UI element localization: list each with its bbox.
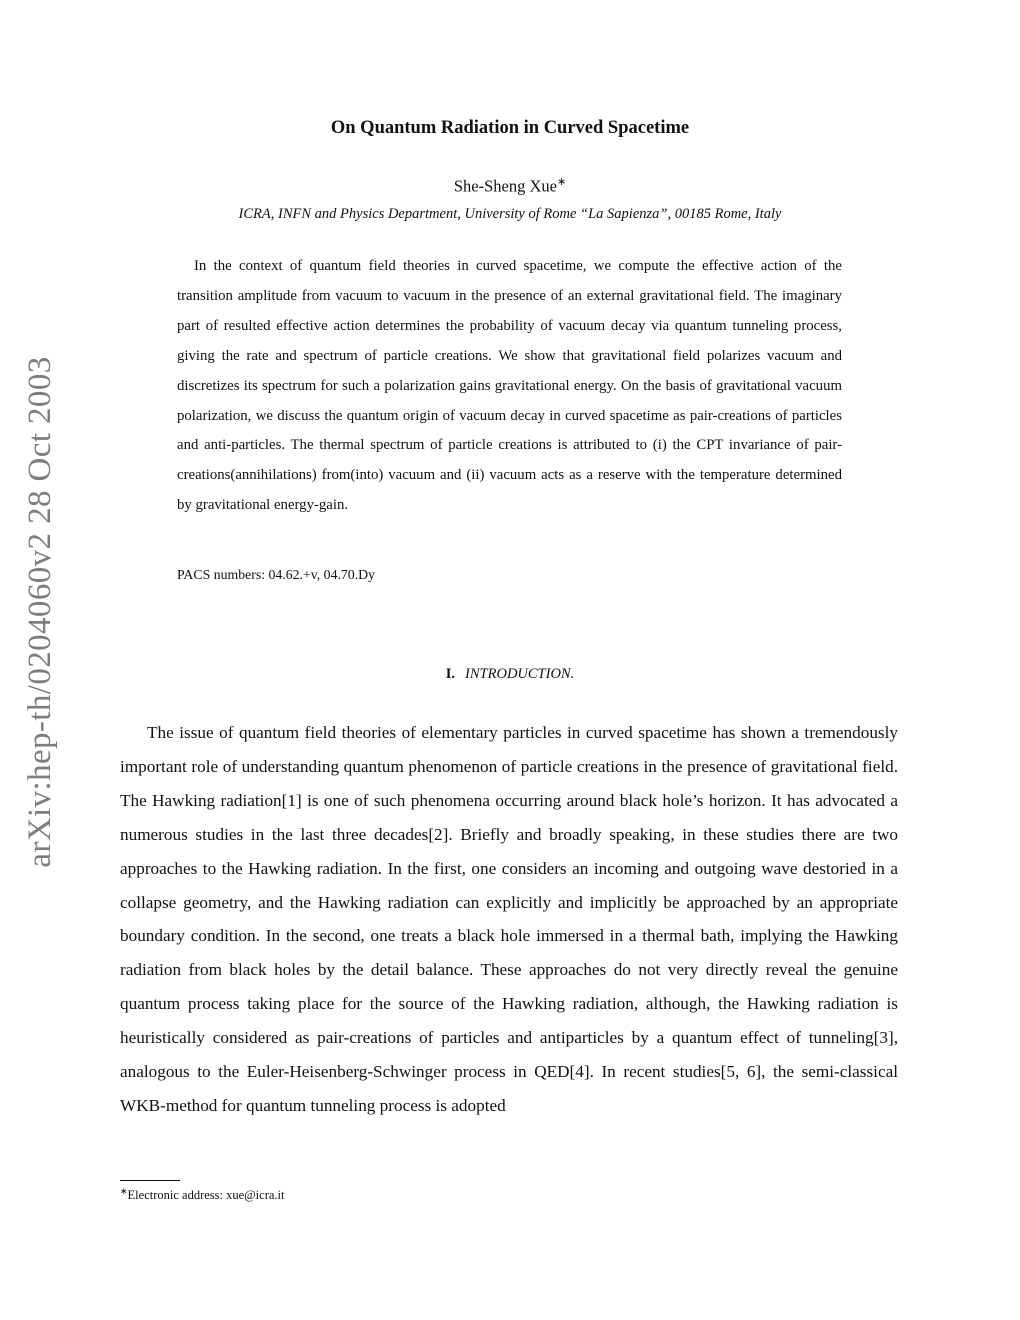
section-title: INTRODUCTION. [465, 666, 575, 682]
arxiv-identifier-stamp: arXiv:hep-th/0204060v2 28 Oct 2003 [22, 356, 58, 868]
section-heading [0, 666, 1020, 683]
introduction-paragraph: The issue of quantum field theories of elementary particles in curved spacetime has shown a tremendously important role of understanding quantum phenomenon of particle creations in the presence of gravitational field. The Hawking radiation[1] is one of such phenomena occurring around black hole’s horizon. It has advocated a numerous studies in the last three decades[2]. Briefly and broadly speaking, in these studies there are two approaches to the Hawking radiation. In the first, one considers an incoming and outgoing wave destoried in a collapse geometry, and the Hawking radiation can explicitly and implicitly be approached by an appropriate boundary condition. In the second, one treats a black hole immersed in a thermal bath, implying the Hawking radiation from black holes by the detail balance. These approaches do not very directly reveal the genuine quantum process taking place for the source of the Hawking radiation, although, the Hawking radiation is heuristically considered as pair-creations of particles and antiparticles by a quantum effect of tunneling[3], analogous to the Euler-Heisenberg-Schwinger process in QED[4]. In recent studies[5, 6], the semi-classical WKB-method for quantum tunneling process is adopted [120, 723, 898, 1115]
paper-title: On Quantum Radiation in Curved Spacetime [330, 118, 690, 138]
author-affiliation: ICRA, INFN and Physics Department, University of Rome “La Sapienza”, 00185 Rome, Italy [238, 206, 782, 222]
pacs-numbers: PACS numbers: 04.62.+v, 04.70.Dy [177, 567, 376, 582]
footnote [120, 1186, 284, 1203]
author-footnote-mark: ∗ [556, 176, 567, 188]
section-number: I. [445, 666, 456, 682]
footnote-mark: ∗ [120, 1186, 128, 1196]
footnote-divider [120, 1180, 180, 1181]
abstract: In the context of quantum field theories in curved spacetime, we compute the effective action of the transition amplitude from vacuum to vacuum in the presence of an external gravitational field. The imaginary part of resulted effective action determines the probability of vacuum decay via quantum tunneling process, giving the rate and spectrum of particle creations. We show that gravitational field polarizes vacuum and discretizes its spectrum for such a polarization gains gravitational energy. On the basis of gravitational vacuum polarization, we discuss the quantum origin of vacuum decay in curved spacetime as pair-creations of particles and anti-particles. The thermal spectrum of particle creations is attributed to (i) the CPT invariance of pair-creations(annihilations) from(into) vacuum and (ii) vacuum acts as a reserve with the temperature determined by gravitational energy-gain. [177, 258, 842, 514]
footnote-text: Electronic address: xue@icra.it [127, 1188, 285, 1203]
author-name: She-Sheng Xue [453, 176, 557, 196]
author-line [0, 175, 1020, 197]
